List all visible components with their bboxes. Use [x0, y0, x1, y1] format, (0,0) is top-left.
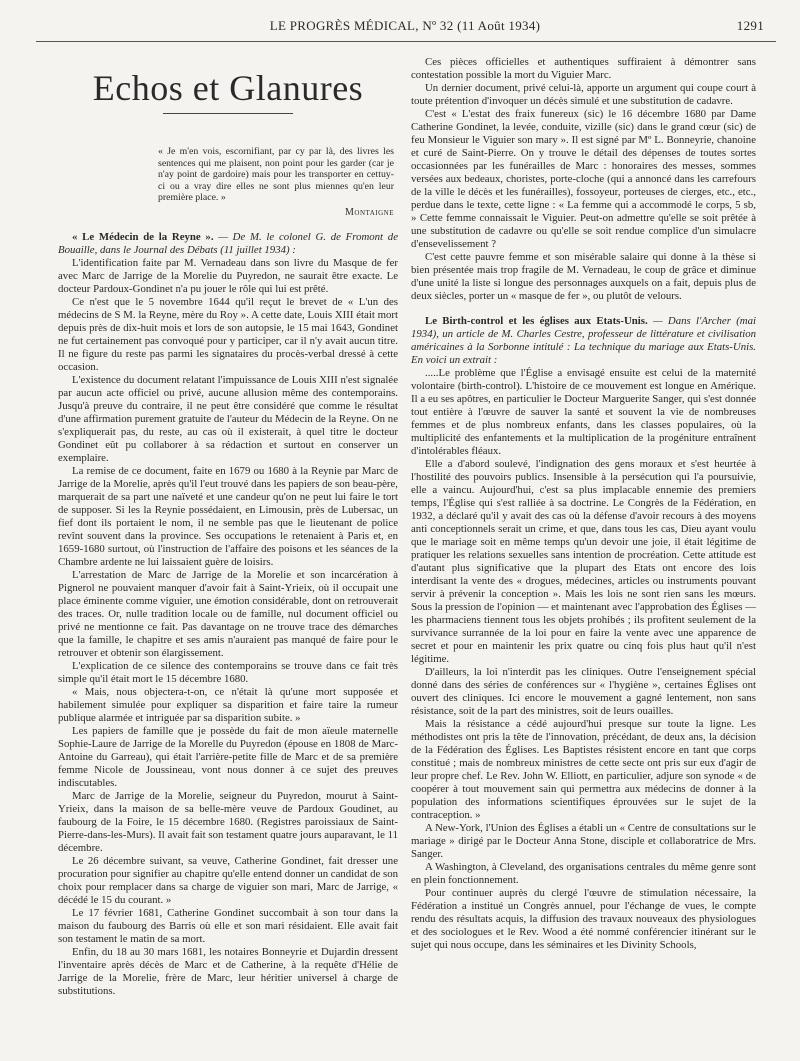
paragraph: Mais la résistance a cédé aujourd'hui presque sur toute la ligne. Les méthodistes ont pris la tête de l'innovation, précédant, de deux ans, la décision de la Fédération des Églises. Les Baptistes résistent encore en tant que corps constitué ; mais de nombreux ministres de cette secte ont pris sur eux d'agir de leur propre chef. Le Rev. John W. Elliott, en particulier, adjure son synode « de coopérer à tout mouvement sain qui permettra aux médecins de donner à la population des informations scientifiques éprouvées sur le sujet de la contraception. »: [411, 718, 756, 821]
title-rule: [163, 113, 293, 114]
epigraph-author: Montaigne: [345, 206, 394, 218]
paragraph: La remise de ce document, faite en 1679 ou 1680 à la Reynie par Marc de Jarrige de la Morelie, après qu'il l'eut trouvé dans les papiers de son beau-père, marquerait de sa part une naïveté et une candeur qu'on ne peut lui faire le tort de supposer. Si les la Reynie possédaient, en Limousin, près de Lubersac, un fief dont ils portaient le nom, il ne semble pas que le lieutenant de police revînt souvent dans la province. Ses occupations le retenaient à Paris et, en 1659-1680 surtout, où l'instruction de l'affaire des poisons et les séances de la Chambre ardente ne lui laissaient guère de loisirs.: [58, 464, 398, 568]
paragraph: Ce n'est que le 5 novembre 1644 qu'il reçut le brevet de « L'un des médecins de S M. la Reyne, mère du Roy ». A cette date, Louis XIII était mort depuis près de dix-huit mois et lors de son autopsie, le 15 mai 1643, Gondinet ne fut certainement pas convoqué pour y participer, car il n'y avait aucun titre. Il ne figure du reste pas parmi les signataires du procès-verbal dressé à cette occasion.: [58, 295, 398, 373]
paragraph: L'existence du document relatant l'impuissance de Louis XIII n'est signalée par aucun acte officiel ou privé, aucune allusion même des contemporains. Jusqu'à preuve du contraire, il ne peut être considéré que comme le résultat d'une affirmation purement gratuite de l'auteur du Médecin de la Reyne. On ne s'expliquerait pas, du reste, au cas où il existerait, à quel titre le docteur Gondinet eût pu collaborer à sa rédaction et surtout en conserver un exemplaire.: [58, 373, 398, 464]
header-rule: [36, 41, 776, 42]
paragraph: Un dernier document, privé celui-là, apporte un argument qui coupe court à toute prétention d'invoquer un décès simulé et une substitution de cadavre.: [411, 82, 756, 107]
running-header: [40, 18, 770, 40]
running-head: LE PROGRÈS MÉDICAL, Nº 32 (11 Août 1934): [269, 18, 541, 33]
article2-headline: Le Birth-control et les églises aux Etats-Unis.: [425, 315, 648, 327]
paragraph: .....Le problème que l'Église a envisagé ensuite est celui de la maternité volontaire (birth-control). L'histoire de ce mouvement est longue en Amérique. Il a eu ses apôtres, en particulier le Docteur Marguerite Sanger, qui s'est donnée tout entière à l'œuvre de sauver la santé et souvent la vie de nombreuses femmes et de plus nombreux enfants, dans les classes populaires, où la multiplicité des enfantements et la multiplication de la progéniture entraînent d'intolérables fléaux.: [411, 367, 756, 457]
paragraph: « Mais, nous objectera-t-on, ce n'était là qu'une mort supposée et habilement simulée pour expliquer sa disparition et faire taire la rumeur publique alarmée et intriguée par sa disparition subite. »: [58, 685, 398, 724]
article2-source: — Dans l'Archer (mai 1934), un article de M. Charles Cestre, professeur de littérature et civilisation américaines à la Sorbonne intitulé : La technique du mariage aux Etats-Unis. En voici un extrait :: [411, 315, 756, 366]
paragraph: A New-York, l'Union des Églises a établi un « Centre de consultations sur le mariage » dirigé par le Docteur Anna Stone, disciple et collaboratrice de Mrs. Sanger.: [411, 822, 756, 860]
paragraph: Les papiers de famille que je possède du fait de mon aïeule maternelle Sophie-Laure de Jarrige de la Morelle du Puyredon (épouse en 1808 de Marc-Antoine du Garreau), qui était l'arrière-petite fille de Marc et de sa première femme Nicole de Joussineau, vont nous donner à ce sujet des preuves indiscutables.: [58, 724, 398, 789]
paragraph: L'explication de ce silence des contemporains se trouve dans ce fait très simple qu'il était mort le 15 décembre 1680.: [58, 659, 398, 685]
paragraph: L'identification faite par M. Vernadeau dans son livre du Masque de fer avec Marc de Jarrige de la Morelie du Puyredon, ne saurait être exacte. Le docteur Pardoux-Gondinet n'a pu jouer le rôle qui lui est prêté.: [58, 256, 398, 295]
paragraph: Pour continuer auprès du clergé l'œuvre de stimulation nécessaire, la Fédération a institué un Congrès annuel, pour l'échange de vues, le compte rendu des résultats acquis, la diffusion des travaux nouveaux des physiologues et des sociologues et le Rev. Wood a été nommé conférencier itinérant sur le sujet qui nous occupe, dans les séminaires et les Divinity Schools,: [411, 887, 756, 951]
paragraph: Elle a d'abord soulevé, l'indignation des gens moraux et s'est heurtée à l'hostilité des pouvoirs publics. Insensible à la persécution qui l'a poursuivie, elle a vaincu. Aujourd'hui, c'est sa plus implacable ennemie des premiers temps, l'Église qui s'est ralliée à sa doctrine. Le Congrès de la Fédération, en 1932, a déclaré qu'il y avait des cas où la défense d'avoir recours à des moyens anti conceptionnels serait un crime, et que, dans tous les cas, Dieu ayant voulu que le mariage soit en même temps qu'un devoir une joie, il était légitime de pratiquer les relations sexuelles sans intention de procréation. Cette attitude est d'autant plus significative que la plupart des Etats ont encore des lois interdisant la vente des « drogues, médecines, articles ou instruments pouvant servir à prévenir la conception ». Mais les lois ne sont rien sans les mœurs. Sous la pression de l'opinion — et maintenant avec l'approbation des Églises — les pharmaciens tiennent tous les objets prohibés ; ils profitent seulement de la survivance surrannée de la loi pour en faire la vente avec une apparence de secret et pour en maintenir les prix quatre ou cinq fois plus haut qu'il n'est légitime.: [411, 458, 756, 665]
paragraph: Marc de Jarrige de la Morelie, seigneur du Puyredon, mourut à Saint-Yrieix, dans la maison de sa belle-mère veuve de Pardoux Goudinet, au faubourg de la Foire, le 15 décembre 1680. (Registres paroissiaux de Saint-Pierre-dans-les-Murs). Il avait fait son testament quatre jours auparavant, le 11 décembre.: [58, 789, 398, 854]
left-column: [58, 56, 398, 998]
paragraph: Ces pièces officielles et authentiques suffiraient à démontrer sans contestation possible la mort du Viguier Marc.: [411, 56, 756, 81]
paragraph: Le 26 décembre suivant, sa veuve, Catherine Gondinet, fait dresser une procuration pour signifier au chapitre qu'elle entend donner un candidat de son choix pour remplacer dans sa charge de viguier son mari, Marc de Jarrige, « décédé le 15 du courant. »: [58, 854, 398, 906]
page-number: 1291: [736, 18, 764, 33]
paragraph: Le 17 février 1681, Catherine Gondinet succombait à son tour dans la maison du faubourg des Barris où elle et son mari résidaient. Elle avait fait son testament le matin de sa mort.: [58, 906, 398, 945]
paragraph: A Washington, à Cleveland, des organisations centrales du même genre sont en plein fonctionnement.: [411, 861, 756, 886]
right-column-continuation: [411, 56, 756, 303]
paragraph: L'arrestation de Marc de Jarrige de la Morelie et son incarcération à Pignerol ne pouvaient manquer d'avoir fait à Saint-Yrieix, où il occupait une place éminente comme viguier, une émotion considérable, dont on retrouverait des traces. Or, nulle tradition locale ou de famille, nul document officiel ou privé ne mentionne ce fait. Pas davantage on ne trouve trace des démarches que la famille, le chapitre et ses amis n'auraient pas manqué de faire pour le retrouver et obtenir son élargissement.: [58, 568, 398, 659]
paragraph: C'est cette pauvre femme et son misérable salaire qui donne à la thèse si bien présentée mais trop fragile de M. Vernadeau, le coup de grâce et diminue d'une unité la liste si longue des personnages auxquels on a fait, depuis plus de deux siècles, porter un « masque de fer », ou plutôt de velours.: [411, 251, 756, 302]
paragraph: Enfin, du 18 au 30 mars 1681, les notaires Bonneyrie et Dujardin dressent l'inventaire après décès de Marc et de Catherine, à la requête d'Hélie de Jarrige de la Morelie, frère de Marc, leur héritier universel à charge de substitutions.: [58, 945, 398, 997]
article2-body: [411, 367, 756, 952]
epigraph: « Je m'en vois, escornifiant, par cy par là, des livres les sentences qui me plaisent, non point pour les garder (car je n'ay point de gardoire) mais pour les transporter en cettuy-ci ou a vray dire elles ne sont plus miennes qu'en leur première place. »: [158, 146, 394, 204]
article1-lead: [58, 231, 398, 257]
paragraph: C'est « L'estat des fraix funereux (sic) le 16 décembre 1680 par Dame Catherine Gondinet, la levée, conduite, vizille (sic) dans le grand cœur (sic) de feu Monsieur le Viguier son mary ». Il est signé par Mº L. Bonneyrie, chanoine et curé de Saint-Pierre. On y trouve le détail des dépenses de toutes sortes occasionnées par les funérailles de Marc : honoraires des messes, sommes versées aux bedeaux, choristes, porte-cloche (qui a annoncé dans les carrefours de la ville le décès et les funérailles), fossoyeur, porteuses de cierges, etc., etc., perdue dans le texte, cette ligne : « La femme qui a accommodé le corps, 5 sb, » Cette femme connaissait le Viguier. Peut-on admettre qu'elle se soit prêtée à une substitution de cadavre ou qu'elle se soit rendue complice d'un simulacre d'ensevelissement ?: [411, 108, 756, 250]
right-column: [411, 56, 756, 952]
section-title: Echos et Glanures: [92, 68, 364, 108]
article1-headline: « Le Médecin de la Reyne ».: [72, 230, 214, 243]
article1-source: — De M. le colonel G. de Fromont de Bouaille, dans le Journal des Débats (11 juillet 1934) :: [58, 230, 399, 256]
article2-lead: [411, 315, 756, 367]
article1-body: [58, 257, 398, 998]
paragraph: D'ailleurs, la loi n'interdit pas les cliniques. Outre l'enseignement spécial donné dans des séries de conférences sur « l'hygiène », certaines Églises ont ouvert des cliniques. Ici encore le mouvement a gagné lentement, non sans résistance, soit de la part des ministres, soit de leurs ouailles.: [411, 666, 756, 717]
